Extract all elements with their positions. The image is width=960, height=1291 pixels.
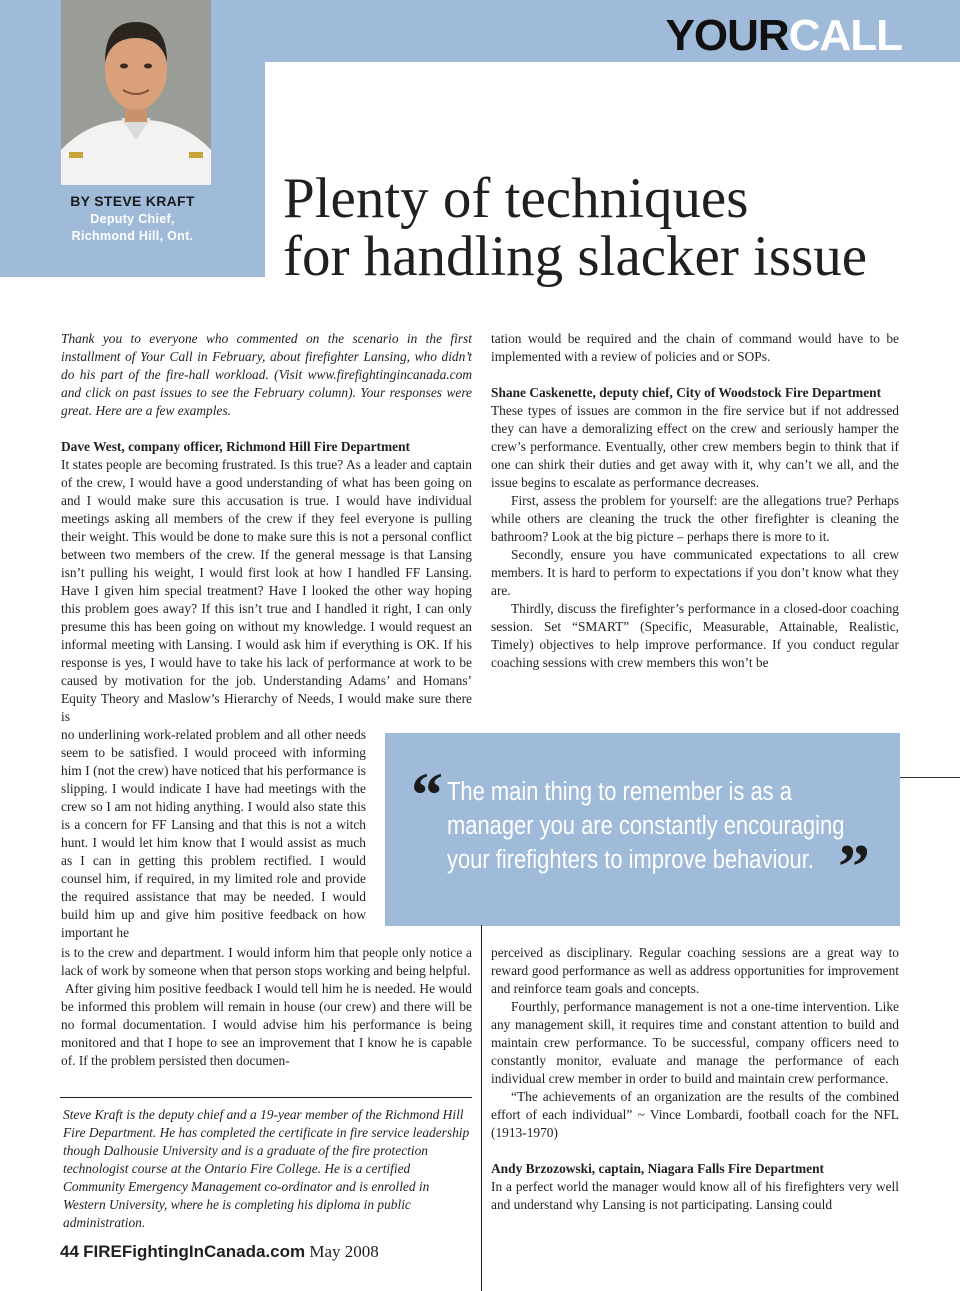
left-column-narrow bbox=[61, 726, 366, 942]
author-location: Richmond Hill, Ont. bbox=[71, 229, 194, 243]
response-2-heading: Shane Caskenette, deputy chief, City of Woodstock Fire Department bbox=[491, 385, 882, 400]
pull-quote-line-1: The main thing to remember is as a bbox=[447, 778, 792, 806]
response-2-paragraph-4: Thirdly, discuss the firefighter’s performance in a closed-door coaching session. Set “SMART” (Specific, Measurable, Attainable, Realistic, Timely) objectives to help improve performance. If you conduct regular coaching sessions with crew members this won’t be bbox=[491, 601, 899, 670]
headline-line-2: for handling slacker issue bbox=[283, 225, 868, 288]
author-portrait-icon bbox=[61, 0, 211, 185]
headline bbox=[283, 167, 868, 288]
response-1-heading: Dave West, company officer, Richmond Hill Fire Department bbox=[61, 439, 410, 454]
page-number: 44 bbox=[60, 1242, 79, 1261]
pull-quote-text bbox=[447, 775, 845, 877]
left-column-top bbox=[61, 330, 472, 726]
intro-paragraph: Thank you to everyone who commented on the scenario in the first installment of Your Call in February, about firefighter Lansing, who didn’t do his part of the fire-hall workload. (Visit www.firefightingincanada.com and click on past issues to see the February column). Your responses were great. Here are a few examples. bbox=[61, 331, 472, 418]
right-column-bottom bbox=[491, 944, 899, 1214]
author-photo bbox=[61, 0, 211, 185]
response-2-paragraph-1: These types of issues are common in the fire service but if not addressed they can have a demoralizing effect on the crew and seriously hamper the crew’s performance. Eventually, other crew members begin to think that if one can shirk their duties and get away with it, why can’t we all, and the issue begins to escalate as performance decreases. bbox=[491, 403, 899, 490]
response-2-paragraph-3: Secondly, ensure you have communicated expectations to all crew members. It is hard to perform to expectations if you don’t know what they are. bbox=[491, 547, 899, 598]
response-2-paragraph-4-cont: perceived as disciplinary. Regular coaching sessions are a great way to reward good performance as well as address opportunities for improvement and reinforce team goals and concepts. bbox=[491, 945, 899, 996]
response-1-paragraph-2: After giving him positive feedback I would tell him he is needed. He would be informed this problem will remain in house (our crew) and there will be no formal documentation. I would advise him his performance is being monitored and that I hope to see an improvement that I know he is capable of. If the problem persisted then documen- bbox=[61, 981, 472, 1068]
response-1-text-cont: is to the crew and department. I would inform him that people only notice a lack of work by someone when that person stops working and being helpful. bbox=[61, 945, 472, 978]
headline-line-1: Plenty of techniques bbox=[283, 167, 749, 230]
close-quote-mark: ” bbox=[838, 831, 870, 902]
author-byline: BY STEVE KRAFT bbox=[70, 193, 195, 209]
pull-quote-rule bbox=[900, 777, 960, 778]
open-quote-mark: “ bbox=[411, 759, 443, 830]
author-bio: Steve Kraft is the deputy chief and a 19-year member of the Richmond Hill Fire Department. He has completed the certificate in fire service leadership though Dalhousie University and is a graduate of the fire protection technologist course at the Ontario Fire College. He is a certified Community Emergency Management co-ordinator and is enrolled in Western University, where he is completing his diploma in public administration. bbox=[63, 1107, 470, 1230]
left-column-bottom bbox=[61, 944, 472, 1070]
bio-divider bbox=[60, 1097, 472, 1098]
issue-date: May 2008 bbox=[309, 1242, 379, 1261]
response-2-paragraph-6: “The achievements of an organization are the results of the combined effort of each individual” ~ Vince Lombardi, football coach for the NFL (1913-1970) bbox=[491, 1089, 899, 1140]
section-title: YOURCALL bbox=[665, 11, 902, 60]
pull-quote bbox=[385, 733, 900, 926]
column-divider bbox=[481, 925, 482, 1291]
response-1-text: It states people are becoming frustrated. Is this true? As a leader and captain of the crew, I would have a good understanding of what has been going on and I would make sure this accusation is true. I would have individual meetings asking all members of the crew if they feel everyone is pulling their weight. This would be done to make sure this is not a personal conflict between two members of the crew. If the general message is that Lansing isn’t pulling his weight, I would first look at how I handled FF Lansing. Have I given him special treatment? Have I looked the other way hoping this problem goes away? If this isn’t true and I handled it right, I can only presume this has been going on without my knowledge. I would request an informal meeting with Lansing. I would ask him if everything is OK. If his response is yes, I would have to take his lack of performance at work to be caused by motivation for the job. Understanding Adams’ and Homans’ Equity Theory and Maslow’s Hierarchy of Needs, I would make sure there is bbox=[61, 457, 472, 724]
response-3-heading: Andy Brzozowski, captain, Niagara Falls Fire Department bbox=[491, 1161, 825, 1176]
author-block bbox=[0, 193, 265, 243]
response-3-paragraph-1: In a perfect world the manager would know all of his firefighters very well and understand why Lansing is not participating. Lansing could bbox=[491, 1179, 899, 1212]
pull-quote-line-2: manager you are constantly encouraging bbox=[447, 812, 845, 840]
page-footer bbox=[60, 1242, 379, 1262]
magazine-name: FIREFightingInCanada.com bbox=[83, 1242, 306, 1261]
pull-quote-line-3: your firefighters to improve behaviour. bbox=[447, 846, 814, 874]
response-2-paragraph-2: First, assess the problem for yourself: are the allegations true? Perhaps while others are cleaning the truck the other firefighter is cleaning the bathroom? Look at the big picture – perhaps there is more to it. bbox=[491, 493, 899, 544]
response-1-text-narrow: no underlining work-related problem and all other needs seem to be satisfied. I would proceed with informing him I (not the crew) have noticed that his performance is slipping. I would indicate I have had meetings with the crew so I am not hiding anything. I would also state this is a concern for FF Lansing and that this is not a witch hunt. I would let him know that I would assist as much as I can in getting this problem rectified. I would counsel him, if required, in my limited role and provide the required assistance that may be needed. I would build him up and give him positive feedback on how important he bbox=[61, 727, 366, 940]
response-2-paragraph-5: Fourthly, performance management is not a one-time intervention. Like any management skill, it requires time and constant attention to build and maintain crew performance. To be successful, company officers need to constantly monitor, evaluate and manage the performance of each individual crew member in order to build and maintain crew performance. bbox=[491, 999, 899, 1086]
author-title: Deputy Chief, bbox=[90, 212, 175, 226]
right-column-top bbox=[491, 330, 899, 672]
response-1-conclusion: tation would be required and the chain of command would have to be implemented with a review of policies and or SOPs. bbox=[491, 331, 899, 364]
